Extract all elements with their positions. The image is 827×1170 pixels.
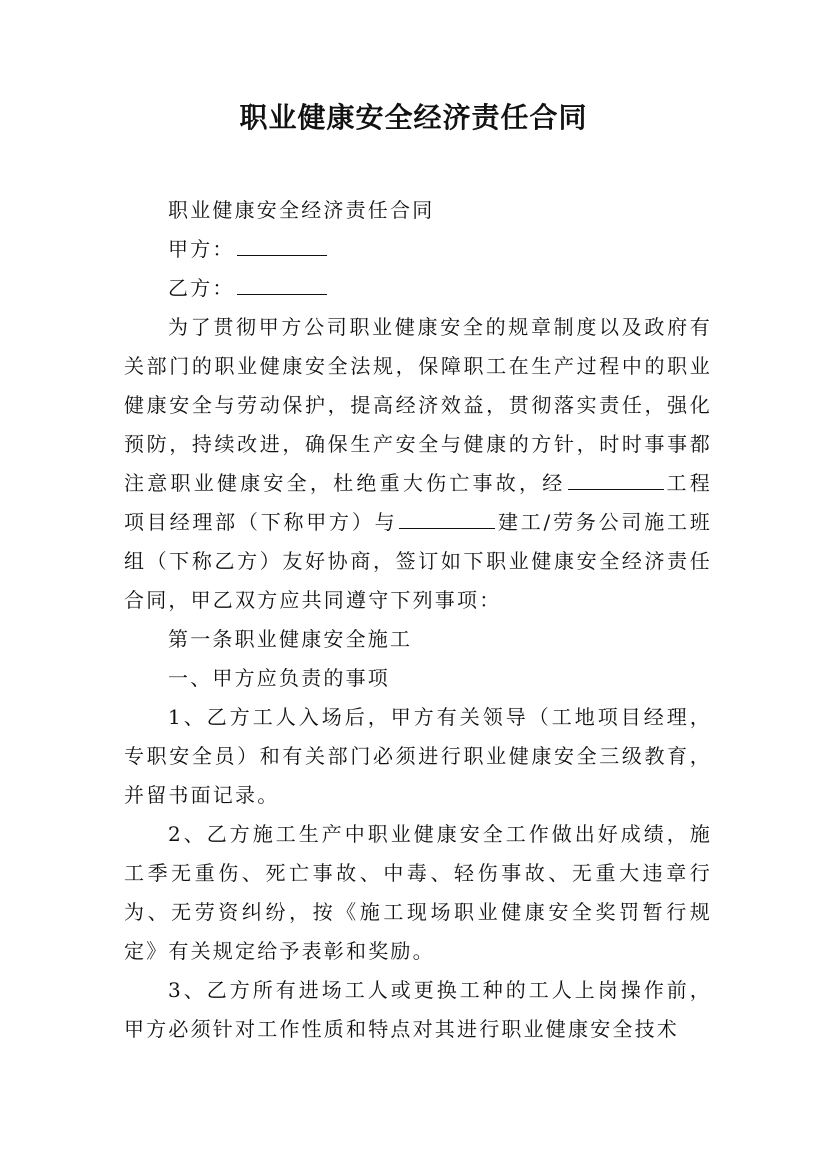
- company-name-blank: [399, 506, 495, 529]
- project-name-blank: [568, 467, 664, 490]
- party-b-label: 乙方：: [168, 276, 235, 300]
- party-b-blank: [237, 272, 327, 295]
- section-1-title: 一、甲方应负责的事项: [168, 666, 390, 690]
- party-a-line: [124, 230, 712, 269]
- item-2-paragraph: 2、乙方施工生产中职业健康安全工作做出好成绩，施工季无重伤、死亡事故、中毒、轻伤事故、无重大违章行为、无劳资纠纷，按《施工现场职业健康安全奖罚暂行规定》有关规定给予表彰和奖励。: [124, 822, 712, 963]
- item-3-paragraph: 3、乙方所有进场工人或更换工种的工人上岗操作前，甲方必须针对工作性质和特点对其进行职业健康安全技术: [124, 978, 712, 1041]
- party-b-line: [124, 269, 712, 308]
- intro-part-1: 为了贯彻甲方公司职业健康安全的规章制度以及政府有关部门的职业健康安全法规，保障职工在生产过程中的职业健康安全与劳动保护，提高经济效益，贯彻落实责任，强化预防，持续改进，确保生产安全与健康的方针，时时事事都注意职业健康安全，杜绝重大伤亡事故，经: [124, 315, 712, 495]
- party-a-blank: [237, 233, 327, 256]
- intro-part-2: 工程项目经理部（下称甲方）与: [124, 471, 712, 534]
- item-1-paragraph: 1、乙方工人入场后，甲方有关领导（工地项目经理，专职安全员）和有关部门必须进行职业健康安全三级教育，并留书面记录。: [124, 705, 712, 807]
- intro-part-3: 建工/劳务公司施工班组（下称乙方）友好协商，签订如下职业健康安全经济责任合同，甲乙双方应共同遵守下列事项：: [124, 510, 712, 612]
- contract-subtitle: 职业健康安全经济责任合同: [168, 198, 435, 222]
- document-title: 职业健康安全经济责任合同: [239, 101, 588, 134]
- article-1-title: 第一条职业健康安全施工: [168, 627, 413, 651]
- party-a-label: 甲方：: [168, 237, 235, 261]
- intro-paragraph: [124, 308, 712, 620]
- document-body: [124, 191, 712, 1049]
